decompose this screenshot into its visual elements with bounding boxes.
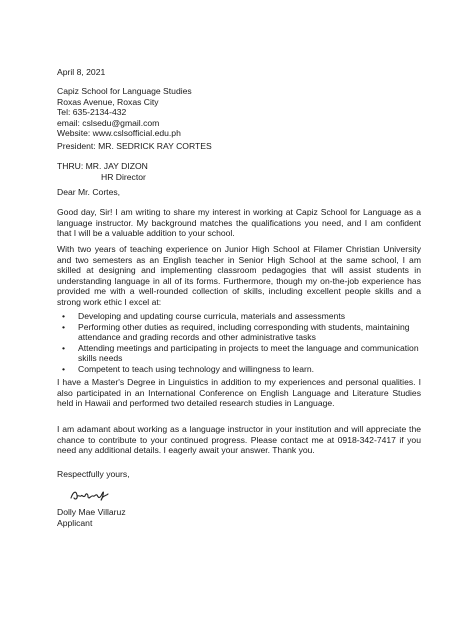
recipient-address: Roxas Avenue, Roxas City [57, 96, 159, 107]
thru-name: THRU: MR. JAY DIZON [57, 161, 148, 171]
bullet-icon: • [62, 321, 66, 332]
bullet-icon: • [62, 363, 66, 374]
paragraph-4: I am adamant about working as a language instructor in your institution and will appreciate the chance to contribute to your continued progress. Please contact me at 0918-342-7417 if you need any additional details. I eagerly await your answer. Thank you. [57, 424, 421, 455]
recipient-org: Capiz School for Language Studies [57, 86, 192, 96]
list-item: • Competent to teach using technology and willingness to learn. [62, 363, 314, 374]
recipient-tel: Tel: 635-2134-432 [57, 107, 127, 117]
signature-icon [68, 486, 118, 504]
signer-block [57, 507, 421, 528]
list-item: • Attending meetings and participating in projects to meet the language and communication skills needs [62, 342, 419, 363]
signer-name: Dolly Mae Villaruz [57, 507, 126, 517]
bullet-icon: • [62, 311, 66, 321]
thru-block [57, 161, 421, 182]
president-line: President: MR. SEDRICK RAY CORTES [57, 141, 212, 151]
recipient-website: Website: www.cslsofficial.edu.ph [57, 128, 181, 138]
skills-list [57, 311, 421, 374]
salutation: Dear Mr. Cortes, [57, 187, 121, 197]
thru-title: HR Director [101, 171, 146, 182]
list-item: • Performing other duties as required, including corresponding with students, maintaining attendance and grading records and other administrative tasks [62, 321, 410, 342]
closing: Respectfully yours, [57, 469, 130, 479]
paragraph-3: I have a Master's Degree in Linguistics in addition to my experiences and personal qualities. I also participated in an International Conference on English Language and Literature Studies held in Hawaii and performed two detailed research studies in Language. [57, 377, 421, 408]
recipient-email: email: cslsedu@gmail.com [57, 117, 160, 128]
signer-title: Applicant [57, 517, 93, 528]
bullet-icon: • [62, 342, 66, 353]
paragraph-1: Good day, Sir! I am writing to share my interest in working at Capiz School for Language as a language instructor. My background matches the qualifications you need, and I am confident that I will be a valuable addition to your school. [57, 207, 421, 238]
list-item: • Developing and updating course curricula, materials and assessments [62, 311, 346, 321]
recipient-block [57, 86, 421, 139]
paragraph-2: With two years of teaching experience on Junior High School at Filamer Christian University and two semesters as an English teacher in Senior High School at the same school, I am skilled at designing and implementing classroom pedagogies that will assist students in understanding language in all of its forms. Furthermore, though my on-the-job experience has provided me with a well-rounded collection of skills, including excellent people skills and a strong work ethic I excel at: [57, 244, 421, 307]
letter-date: April 8, 2021 [57, 67, 106, 77]
